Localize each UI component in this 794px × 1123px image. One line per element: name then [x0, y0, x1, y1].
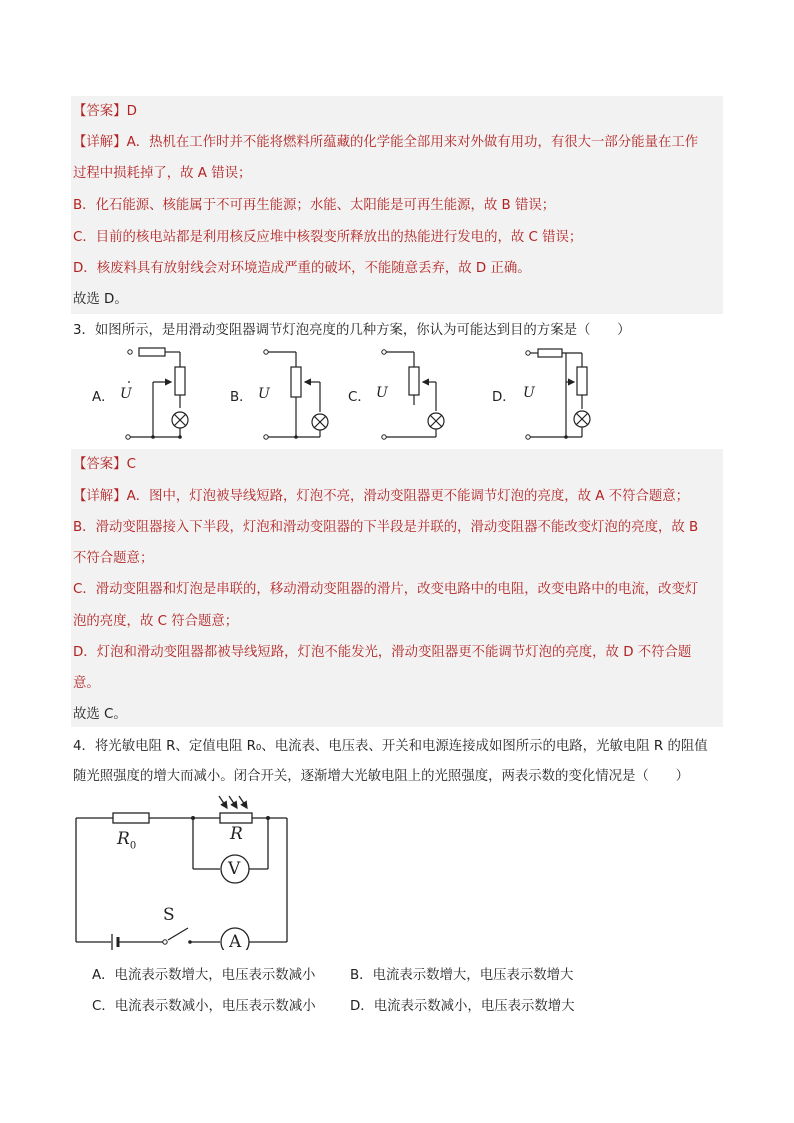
r0-label: $R_0$: [117, 829, 137, 852]
question-4-stem-line1: 4．将光敏电阻 R、定值电阻 R₀、电流表、电压表、开关和电源连接成如图所示的电路，光敏电阻 R 的阻值: [73, 739, 708, 754]
detail-text: 不符合题意；: [73, 551, 154, 566]
q3-option-d: D．: [492, 390, 516, 405]
detail-tag: 【详解】: [73, 489, 127, 504]
q3-option-c: C．: [348, 390, 371, 405]
detail-text: C．滑动变阻器和灯泡是串联的，移动滑动变阻器的滑片，改变电路中的电阻，改变电路中的电流，改变灯: [73, 582, 699, 597]
detail-tag: 【详解】: [73, 135, 127, 150]
q3-u-label-b: U: [258, 386, 270, 402]
question-3-stem: 3．如图所示，是用滑动变阻器调节灯泡亮度的几种方案，你认为可能达到目的方案是（ ）: [73, 323, 631, 338]
answer-tag: 【答案】: [73, 104, 127, 119]
q4-option-d: D．电流表示数减小，电压表示数增大: [350, 999, 575, 1014]
detail-text: A．图中，灯泡被导线短路，灯泡不亮，滑动变阻器更不能调节灯泡的亮度，故 A 不符合题意；: [126, 489, 690, 504]
detail-text: 泡的亮度，故 C 符合题意；: [73, 614, 239, 629]
q3-u-label-d: U: [523, 385, 535, 401]
detail-text: B．化石能源、核能属于不可再生能源；水能、太阳能是可再生能源，故 B 错误；: [73, 198, 556, 213]
voltmeter-label: V: [228, 859, 241, 879]
answer-line: [73, 455, 136, 475]
answer-value: C: [126, 457, 136, 472]
q4-option-c: C．电流表示数减小，电压表示数减小: [92, 999, 316, 1014]
q4-option-a: A．电流表示数增大，电压表示数减小: [92, 968, 316, 983]
q4-option-b: B．电流表示数增大，电压表示数增大: [350, 968, 574, 983]
detail-text: D．灯泡和滑动变阻器都被导线短路，灯泡不能发光，滑动变阻器更不能调节灯泡的亮度，故 D 不符合题: [73, 645, 692, 660]
detail-text: 过程中损耗掉了，故 A 错误；: [73, 166, 252, 181]
circuit-c: [384, 352, 444, 437]
q4-circuit-figure: [0, 790, 794, 950]
detail-line: [73, 487, 689, 507]
q3-option-b: B．: [230, 390, 253, 405]
r-label: R: [230, 824, 243, 844]
answer-value: D: [126, 104, 137, 119]
question-4-stem-line2: 随光照强度的增大而减小。闭合开关，逐渐增大光敏电阻上的光照强度，两表示数的变化情况是（ ）: [73, 769, 689, 784]
conclusion-text: 故选 C。: [73, 707, 127, 722]
circuit-d: [528, 349, 590, 437]
switch-label: S: [163, 905, 175, 925]
detail-text: A．热机在工作时并不能将燃料所蕴藏的化学能全部用来对外做有用功，有很大一部分能量在工作: [126, 135, 699, 150]
detail-text: C．目前的核电站都是利用核反应堆中核裂变所释放出的热能进行发电的，故 C 错误；: [73, 230, 583, 245]
conclusion-text: 故选 D。: [73, 292, 128, 307]
answer-line: [73, 102, 137, 122]
q3-option-a: A．: [92, 390, 115, 405]
circuit-b: [266, 352, 328, 437]
circuit-a: [128, 348, 188, 437]
detail-line: [73, 133, 698, 153]
q3-u-label-a: U: [120, 386, 132, 402]
ammeter-label: A: [229, 932, 242, 952]
detail-text: 意。: [73, 676, 100, 691]
answer-tag: 【答案】: [73, 457, 127, 472]
detail-text: D．核废料具有放射线会对环境造成严重的破坏，不能随意丢弃，故 D 正确。: [73, 261, 531, 276]
detail-text: B．滑动变阻器接入下半段，灯泡和滑动变阻器的下半段是并联的，滑动变阻器不能改变灯泡的亮度，故 B: [73, 520, 699, 535]
q3-u-label-c: U: [376, 385, 388, 401]
